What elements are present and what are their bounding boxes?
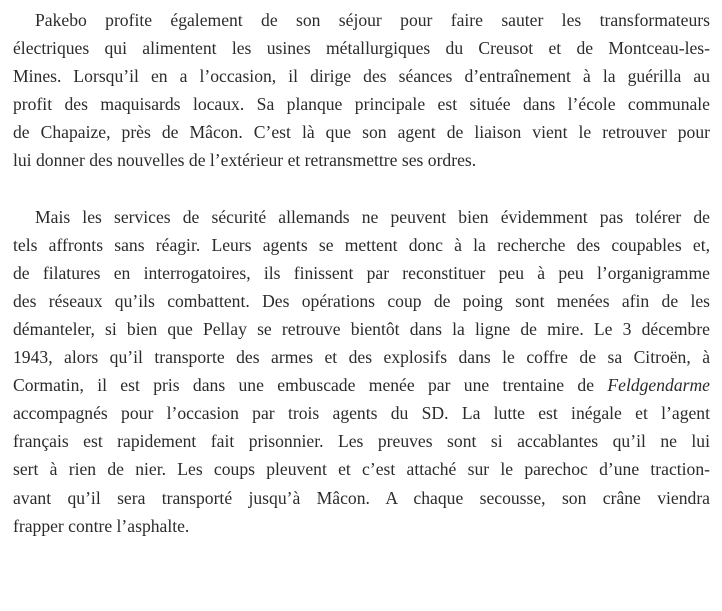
paragraph-2 <box>13 203 710 540</box>
paragraph-line: de filatures en interrogatoires, ils finissent par reconstituer peu à peu l’organigramme <box>13 262 710 283</box>
italic-term: Feldgendarme <box>607 375 710 396</box>
paragraph-line: 1943, alors qu’il transporte des armes et des explosifs dans le coffre de sa Citroën, à <box>13 347 710 368</box>
paragraph-line: français est rapidement fait prisonnier. Les preuves sont si accablantes qu’il ne lui <box>13 431 710 452</box>
paragraph-line: sert à rien de nier. Les coups pleuvent et c’est attaché sur le parechoc d’une traction- <box>13 459 710 480</box>
paragraph-line: lui donner des nouvelles de l’extérieur et retransmettre ses ordres. <box>13 150 477 171</box>
paragraph-line: accompagnés pour l’occasion par trois agents du SD. La lutte est inégale et l’agent <box>13 403 710 424</box>
paragraph-line: avant qu’il sera transporté jusqu’à Mâcon. A chaque secousse, son crâne viendra <box>13 487 710 508</box>
paragraph-line: profit des maquisards locaux. Sa planque principale est située dans l’école communale <box>13 94 710 115</box>
paragraph-line: électriques qui alimentent les usines métallurgiques du Creusot et de Montceau-les- <box>13 38 710 59</box>
paragraph-line <box>13 371 710 399</box>
paragraph-1 <box>13 6 710 175</box>
paragraph-line: tels affronts sans réagir. Leurs agents se mettent donc à la recherche des coupables et, <box>13 234 710 255</box>
paragraph-line: Mines. Lorsqu’il en a l’occasion, il dirige des séances d’entraînement à la guérilla au <box>13 66 710 87</box>
paragraph-line: Mais les services de sécurité allemands ne peuvent bien évidemment pas tolérer de <box>35 206 710 227</box>
paragraph-line: de Chapaize, près de Mâcon. C’est là que son agent de liaison vient le retrouver pour <box>13 122 710 143</box>
paragraph-line-text: Cormatin, il est pris dans une embuscade menée par une trentaine de <box>13 375 595 396</box>
paragraph-line: démanteler, si bien que Pellay se retrouve bientôt dans la ligne de mire. Le 3 décembre <box>13 318 710 339</box>
paragraph-line: frapper contre l’asphalte. <box>13 515 190 536</box>
paragraph-line: Pakebo profite également de son séjour pour faire sauter les transformateurs <box>35 10 710 30</box>
paragraph-line: des réseaux qu’ils combattent. Des opérations coup de poing sont menées afin de les <box>13 290 710 311</box>
